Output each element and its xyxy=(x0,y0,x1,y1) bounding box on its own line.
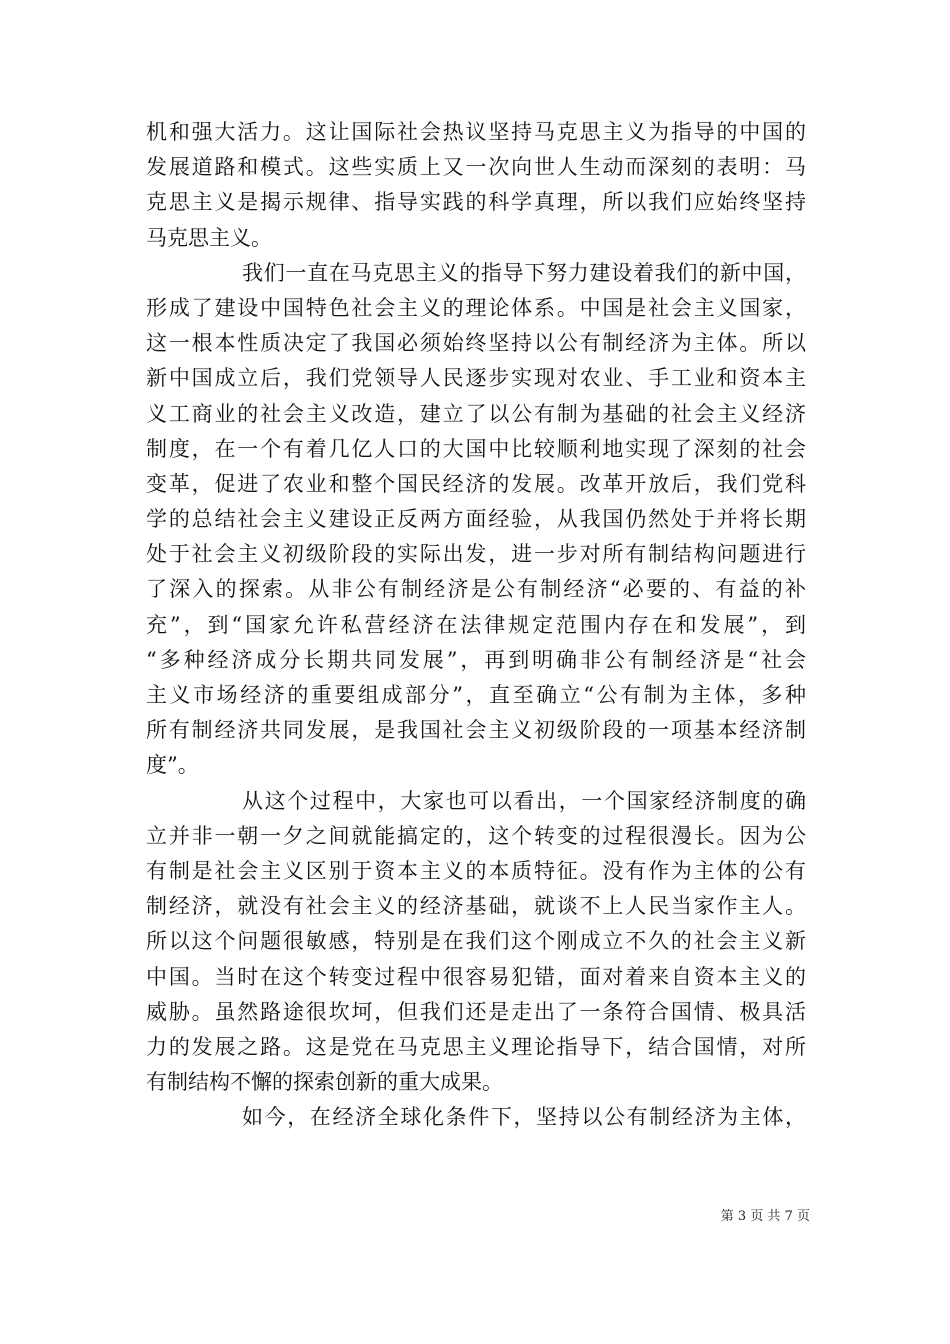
text-line: 力的发展之路。这是党在马克思主义理论指导下，结合国情，对所 xyxy=(146,1034,806,1059)
text-line: 了深入的探索。从非公有制经济是公有制经济“必要的、有益的补 xyxy=(146,577,806,602)
paragraph-start-line: 我们一直在马克思主义的指导下努力建设着我们的新中国， xyxy=(242,260,806,285)
text-line: “多种经济成分长期共同发展”，再到明确非公有制经济是“社会 xyxy=(146,647,806,672)
text-line: 变革，促进了农业和整个国民经济的发展。改革开放后，我们党科 xyxy=(146,471,806,496)
text-line: 中国。当时在这个转变过程中很容易犯错，面对着来自资本主义的 xyxy=(146,964,806,989)
text-line: 所以这个问题很敏感，特别是在我们这个刚成立不久的社会主义新 xyxy=(146,929,806,954)
text-line: 义工商业的社会主义改造，建立了以公有制为基础的社会主义经济 xyxy=(146,401,806,426)
text-line: 克思主义是揭示规律、指导实践的科学真理，所以我们应始终坚持 xyxy=(146,190,806,215)
text-line: 马克思主义。 xyxy=(146,225,272,250)
page-number: 第 3 页 共 7 页 xyxy=(720,1209,810,1224)
text-line: 新中国成立后，我们党领导人民逐步实现对农业、手工业和资本主 xyxy=(146,366,806,391)
text-line: 学的总结社会主义建设正反两方面经验，从我国仍然处于并将长期 xyxy=(146,507,806,532)
paragraph-start-line: 如今，在经济全球化条件下，坚持以公有制经济为主体， xyxy=(242,1105,806,1130)
text-line: 充”，到“国家允许私营经济在法律规定范围内存在和发展”，到 xyxy=(146,612,806,637)
text-line: 这一根本性质决定了我国必须始终坚持以公有制经济为主体。所以 xyxy=(146,331,806,356)
text-line: 处于社会主义初级阶段的实际出发，进一步对所有制结构问题进行 xyxy=(146,542,806,567)
text-line: 发展道路和模式。这些实质上又一次向世人生动而深刻的表明：马 xyxy=(146,155,806,180)
text-line: 立并非一朝一夕之间就能搞定的，这个转变的过程很漫长。因为公 xyxy=(146,823,806,848)
text-line: 所有制经济共同发展，是我国社会主义初级阶段的一项基本经济制 xyxy=(146,718,806,743)
text-line: 威胁。虽然路途很坎坷，但我们还是走出了一条符合国情、极具活 xyxy=(146,999,806,1024)
text-line: 制经济，就没有社会主义的经济基础，就谈不上人民当家作主人。 xyxy=(146,894,806,919)
text-line: 形成了建设中国特色社会主义的理论体系。中国是社会主义国家， xyxy=(146,295,806,320)
text-line: 机和强大活力。这让国际社会热议坚持马克思主义为指导的中国的 xyxy=(146,120,806,144)
body-text xyxy=(146,115,806,1135)
text-line: 度”。 xyxy=(146,753,199,778)
paragraph-start-line: 从这个过程中，大家也可以看出，一个国家经济制度的确 xyxy=(242,788,806,813)
text-line: 主义市场经济的重要组成部分”，直至确立“公有制为主体，多种 xyxy=(146,683,806,707)
text-line: 有制是社会主义区别于资本主义的本质特征。没有作为主体的公有 xyxy=(146,858,806,883)
text-line: 制度，在一个有着几亿人口的大国中比较顺利地实现了深刻的社会 xyxy=(146,436,806,461)
text-line: 有制结构不懈的探索创新的重大成果。 xyxy=(146,1070,503,1095)
